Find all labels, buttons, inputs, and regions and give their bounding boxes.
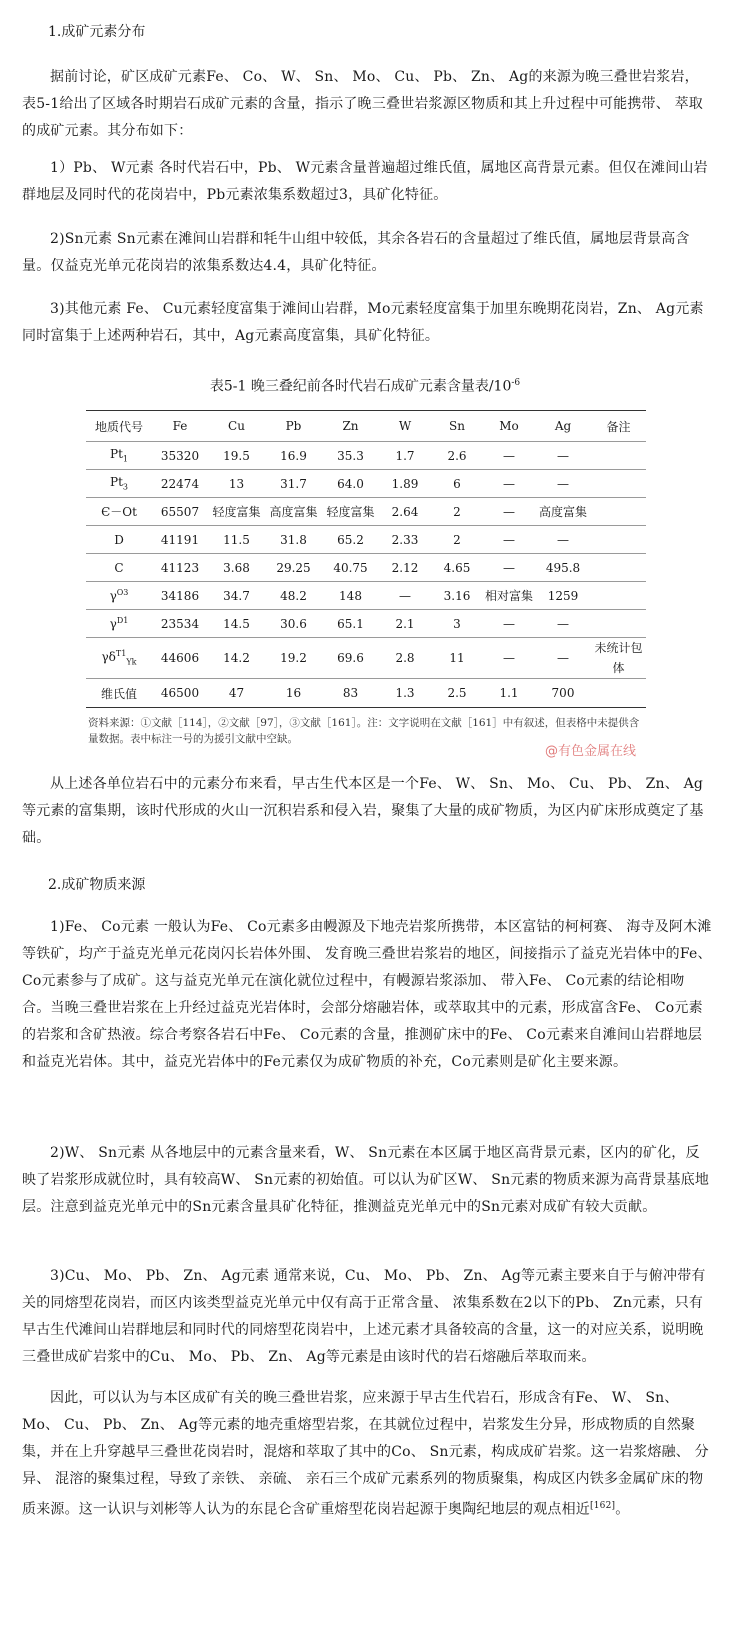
- value-cell-zn: 65.2: [322, 526, 379, 554]
- value-cell-ag: —: [535, 470, 591, 498]
- value-cell-sn: 3: [431, 610, 483, 638]
- value-cell-sn: 2: [431, 526, 483, 554]
- value-cell-zn: 65.1: [322, 610, 379, 638]
- value-cell-zn: 69.6: [322, 638, 379, 679]
- table-row: [86, 442, 646, 470]
- table-row: [86, 526, 646, 554]
- table-row: [86, 470, 646, 498]
- value-cell-ag: 700: [535, 679, 591, 708]
- table-row: [86, 638, 646, 679]
- geologic-code-cell: $Pt_1$: [86, 442, 152, 470]
- remark-cell: [591, 442, 646, 470]
- section2-conclusion: 因此，可以认为与本区成矿有关的晚三叠世岩浆，应来源于早古生代岩石，形成含有Fe、 W、 Sn、 Mo、 Cu、 Pb、 Zn、 Ag等元素的地壳重熔型岩浆，在其就位过程中，岩浆发生分异，形成物质的自然聚集，并在上升穿越早三叠世花岗岩时，混熔和萃取了其中的Co、 Sn元素，构成成矿岩浆。这一岩浆熔融、 分异、 混溶的聚集过程，导致了亲铁、 亲硫、 亲石三个成矿元素系列的物质聚集，构成区内铁多金属矿床的物质来源。这一认识与刘彬等人认为的东昆仑含矿重熔型花岗岩起源于奥陶纪地层的观点相近[162]。: [22, 1390, 709, 1518]
- section1-intro: 据前讨论，矿区成矿元素Fe、 Co、 W、 Sn、 Mo、 Cu、 Pb、 Zn、 Ag的来源为晚三叠世岩浆岩，表5-1给出了区域各时期岩石成矿元素的含量，指示了晚三叠世岩浆源区物质和其上升过程中可能携带、 萃取的成矿元素。其分布如下：: [22, 69, 703, 139]
- header-cell: Pb: [265, 411, 322, 442]
- value-cell-ag: 高度富集: [535, 498, 591, 526]
- value-cell-cu: 14.5: [208, 610, 265, 638]
- value-cell-fe: 23534: [152, 610, 208, 638]
- value-cell-cu: 13: [208, 470, 265, 498]
- value-cell-fe: 35320: [152, 442, 208, 470]
- value-cell-zn: 64.0: [322, 470, 379, 498]
- value-cell-w: 2.64: [379, 498, 431, 526]
- value-cell-sn: 2.5: [431, 679, 483, 708]
- value-cell-cu: 轻度富集: [208, 498, 265, 526]
- table-source-note: 资料来源：①文献［114］，②文献［97］，③文献［161］。注：文字说明在文献［161］中有叙述，但表格中未提供含量数据。表中标注一号的为援引文献中空缺。: [88, 717, 640, 745]
- watermark: @有色金属在线: [545, 744, 637, 759]
- header-cell: Zn: [322, 411, 379, 442]
- value-cell-zn: 轻度富集: [322, 498, 379, 526]
- section2-w-sn-paragraph: 2)W、 Sn元素 从各地层中的元素含量来看，W、 Sn元素在本区属于地区高背景元素，区内的矿化，反映了岩浆形成就位时，具有较高W、 Sn元素的初始值。可以认为矿区W、 Sn元素的物质来源为高背景基底地层。注意到益克光单元中的Sn元素含量具矿化特征，推测益克光单元中的Sn元素对成矿有较大贡献。: [22, 1145, 710, 1215]
- geologic-code-cell: $\gamma\delta^{T1}_{Yk}$: [86, 638, 152, 679]
- citation-ref: [162]: [590, 1501, 616, 1511]
- value-cell-w: 1.7: [379, 442, 431, 470]
- value-cell-ag: 1259: [535, 582, 591, 610]
- table-row: [86, 554, 646, 582]
- value-cell-fe: 34186: [152, 582, 208, 610]
- section1-sn-paragraph: 2)Sn元素 Sn元素在滩间山岩群和牦牛山组中较低，其余各岩石的含量超过了维氏值，属地层背景高含量。仅益克光单元花岗岩的浓集系数达4.4，具矿化特征。: [22, 231, 690, 274]
- value-cell-cu: 34.7: [208, 582, 265, 610]
- section2-cu-ag-paragraph: 3)Cu、 Mo、 Pb、 Zn、 Ag元素 通常来说，Cu、 Mo、 Pb、 Zn、 Ag等元素主要来自于与俯冲带有关的同熔型花岗岩，而区内该类型益克光单元中仅有高于正常含量、 浓集系数在2以下的Pb、 Zn元素，只有早古生代滩间山岩群地层和同时代的同熔型花岗岩中，上述元素才具备较高的含量，这一的对应关系，说明晚三叠世成矿岩浆中的Cu、 Mo、 Pb、 Zn、 Ag等元素是由该时代的岩石熔融后萃取而来。: [22, 1268, 706, 1365]
- value-cell-sn: 6: [431, 470, 483, 498]
- header-cell: Ag: [535, 411, 591, 442]
- remark-cell: [591, 679, 646, 708]
- value-cell-zn: 35.3: [322, 442, 379, 470]
- value-cell-pb: 16: [265, 679, 322, 708]
- value-cell-w: 1.3: [379, 679, 431, 708]
- value-cell-w: 2.1: [379, 610, 431, 638]
- value-cell-fe: 46500: [152, 679, 208, 708]
- value-cell-fe: 44606: [152, 638, 208, 679]
- value-cell-pb: 31.8: [265, 526, 322, 554]
- value-cell-ag: 495.8: [535, 554, 591, 582]
- geologic-code-cell: C: [86, 554, 152, 582]
- value-cell-sn: 3.16: [431, 582, 483, 610]
- value-cell-zn: 40.75: [322, 554, 379, 582]
- geologic-code-cell: $\gamma^{D1}$: [86, 610, 152, 638]
- value-cell-mo: —: [483, 638, 535, 679]
- value-cell-mo: —: [483, 442, 535, 470]
- header-cell: W: [379, 411, 431, 442]
- value-cell-fe: 41123: [152, 554, 208, 582]
- value-cell-sn: 4.65: [431, 554, 483, 582]
- value-cell-w: 2.12: [379, 554, 431, 582]
- header-cell: 备注: [591, 411, 646, 442]
- value-cell-pb: 30.6: [265, 610, 322, 638]
- section2-fe-co-paragraph: 1)Fe、 Co元素 一般认为Fe、 Co元素多由幔源及下地壳岩浆所携带，本区富钴的柯柯赛、 海寺及阿木滩等铁矿，均产于益克光单元花岗闪长岩体外围、 发育晚三叠世岩浆岩的地区，间接指示了益克光岩体中的Fe、 Co元素参与了成矿。这与益克光单元在演化就位过程中，有幔源岩浆添加、 带入Fe、 Co元素的结论相吻合。当晚三叠世岩浆在上升经过益克光岩体时，会部分熔融岩体，或萃取其中的元素，形成富含Fe、 Co元素的岩浆和含矿热液。综合考察各岩石中Fe、 Co元素的含量，推测矿床中的Fe、 Co元素来自滩间山岩群地层和益克光岩体。其中，益克光岩体中的Fe元素仅为成矿物质的补充，Co元素则是矿化主要来源。: [22, 919, 712, 1070]
- header-cell: Fe: [152, 411, 208, 442]
- geologic-code-cell: $\gamma^{O3}$: [86, 582, 152, 610]
- value-cell-w: 2.33: [379, 526, 431, 554]
- remark-cell: [591, 526, 646, 554]
- element-content-table: [86, 410, 646, 708]
- geologic-code-cell: D: [86, 526, 152, 554]
- value-cell-fe: 22474: [152, 470, 208, 498]
- header-cell: Mo: [483, 411, 535, 442]
- value-cell-fe: 41191: [152, 526, 208, 554]
- value-cell-sn: 11: [431, 638, 483, 679]
- value-cell-fe: 65507: [152, 498, 208, 526]
- value-cell-ag: —: [535, 442, 591, 470]
- value-cell-zn: 148: [322, 582, 379, 610]
- value-cell-pb: 19.2: [265, 638, 322, 679]
- value-cell-ag: —: [535, 638, 591, 679]
- remark-cell: [591, 554, 646, 582]
- value-cell-cu: 11.5: [208, 526, 265, 554]
- value-cell-cu: 14.2: [208, 638, 265, 679]
- value-cell-mo: —: [483, 554, 535, 582]
- table-body: [86, 442, 646, 708]
- distribution-summary: 从上述各单位岩石中的元素分布来看，早古生代本区是一个Fe、 W、 Sn、 Mo、 Cu、 Pb、 Zn、 Ag等元素的富集期，该时代形成的火山一沉积岩系和侵入岩，聚集了大量的成矿物质，为区内矿床形成奠定了基础。: [22, 776, 704, 846]
- vinogradov-row: [86, 679, 646, 708]
- value-cell-pb: 48.2: [265, 582, 322, 610]
- value-cell-cu: 47: [208, 679, 265, 708]
- table-row: [86, 498, 646, 526]
- value-cell-mo: —: [483, 526, 535, 554]
- remark-cell: [591, 582, 646, 610]
- remark-cell: [591, 470, 646, 498]
- value-cell-pb: 29.25: [265, 554, 322, 582]
- value-cell-pb: 高度富集: [265, 498, 322, 526]
- value-cell-w: —: [379, 582, 431, 610]
- geologic-code-cell: 维氏值: [86, 679, 152, 708]
- header-cell: Sn: [431, 411, 483, 442]
- table-caption: 表5-1 晚三叠纪前各时代岩石成矿元素含量表$/10^{-6}$: [209, 378, 521, 395]
- value-cell-mo: 1.1: [483, 679, 535, 708]
- value-cell-w: 2.8: [379, 638, 431, 679]
- value-cell-ag: —: [535, 526, 591, 554]
- value-cell-cu: 19.5: [208, 442, 265, 470]
- value-cell-mo: —: [483, 498, 535, 526]
- table-header-row: [86, 411, 646, 442]
- header-cell: Cu: [208, 411, 265, 442]
- value-cell-w: 1.89: [379, 470, 431, 498]
- section2-heading: 2.成矿物质来源: [48, 877, 146, 893]
- value-cell-mo: —: [483, 610, 535, 638]
- value-cell-sn: 2.6: [431, 442, 483, 470]
- section1-heading: 1.成矿元素分布: [48, 24, 146, 40]
- value-cell-sn: 2: [431, 498, 483, 526]
- table-row: [86, 610, 646, 638]
- section1-pb-w-paragraph: 1）Pb、 W元素 各时代岩石中，Pb、 W元素含量普遍超过维氏值，属地区高背景元素。但仅在滩间山岩群地层及同时代的花岗岩中，Pb元素浓集系数超过3，具矿化特征。: [22, 160, 708, 203]
- remark-cell: 未统计包体: [591, 638, 646, 679]
- value-cell-zn: 83: [322, 679, 379, 708]
- value-cell-mo: —: [483, 470, 535, 498]
- geologic-code-cell: $Pt_3$: [86, 470, 152, 498]
- value-cell-mo: 相对富集: [483, 582, 535, 610]
- header-cell: 地质代号: [86, 411, 152, 442]
- value-cell-pb: 16.9: [265, 442, 322, 470]
- geologic-code-cell: Є－Ot: [86, 498, 152, 526]
- remark-cell: [591, 498, 646, 526]
- value-cell-cu: 3.68: [208, 554, 265, 582]
- section1-other-paragraph: 3)其他元素 Fe、 Cu元素轻度富集于滩间山岩群，Mo元素轻度富集于加里东晚期花岗岩，Zn、 Ag元素同时富集于上述两种岩石，其中，Ag元素高度富集，具矿化特征。: [22, 301, 704, 344]
- value-cell-ag: —: [535, 610, 591, 638]
- table-row: [86, 582, 646, 610]
- remark-cell: [591, 610, 646, 638]
- value-cell-pb: 31.7: [265, 470, 322, 498]
